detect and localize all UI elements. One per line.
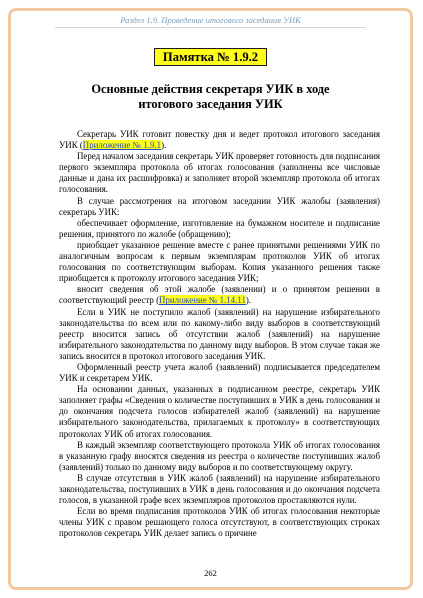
paragraph-6-tail: ). xyxy=(245,295,252,306)
paragraph-2: Перед началом заседания секретарь УИК проверяет готовность для подписания первого экземпляра протокола об итогах голосования (заполнены все числовые данные и дана их расшифровка) и заполняет второй экземпляр протокола об итогах голосования. xyxy=(59,151,380,195)
paragraph-10: В каждый экземпляр соответствующего протокола УИК об итогах голосования в указанную графу вносятся сведения из реестра о количестве поступивших жалоб (заявлений) только по данному виду выборов и по соответствующему округу. xyxy=(59,439,380,472)
paragraph-7: Если в УИК не поступило жалоб (заявлений) на нарушение избирательного законодательства по всем или по какому-либо виду выборов в соответствующий реестр вносится запись об отсутствии жалоб (заявлений) на нарушение избирательного законодательства по данному виду выборов. В этом случае такая же запись вносится в протокол итогового заседания УИК. xyxy=(59,306,380,361)
paragraph-3: В случае рассмотрения на итоговом заседании УИК жалобы (заявления) секретарь УИК: xyxy=(59,195,380,217)
appendix-link-1-9-1[interactable]: Приложение № 1.9.1 xyxy=(82,140,162,151)
paragraph-11: В случае отсутствия в УИК жалоб (заявлений) на нарушение избирательного законодательства, поступивших в УИК в день голосования и до окончания подсчета голосов, в указанной графе всех экземпляров протоколов проставляются нули. xyxy=(59,472,380,506)
paragraph-12: Если во время подписания протоколов УИК об итогах голосования некоторые члены УИК с правом решающего голоса отсутствуют, в соответствующих строках протоколов секретарь УИК делает запись о причине xyxy=(59,506,380,539)
section-heading-line-2: итогового заседания УИК xyxy=(138,97,283,111)
paragraph-6 xyxy=(59,284,380,306)
paragraph-1-text: Секретарь УИК готовит повестку дня и ведет протокол итогового заседания УИК ( xyxy=(59,129,380,151)
page-frame xyxy=(8,8,413,590)
page-number: 262 xyxy=(204,568,217,578)
paragraph-8: Оформленный реестр учета жалоб (заявлений) подписывается председателем УИК и секретарем УИК. xyxy=(59,361,380,384)
memo-title-box xyxy=(11,48,410,66)
paragraph-1-tail: ). xyxy=(161,140,167,151)
section-heading-line-1: Основные действия секретаря УИК в ходе xyxy=(91,82,330,96)
paragraph-9: На основании данных, указанных в подписанном реестре, секретарь УИК заполняет графы «Сведения о количестве поступивших в УИК в день голосования и до окончания подсчета голосов избирателей жалоб (заявлений) на нарушение избирательного законодательства, прилагаемых к протоколу» в соответствующих протоколах УИК об итогах голосования. xyxy=(59,384,380,439)
paragraph-4: обеспечивает оформление, изготовление на бумажном носителе и подписание решения, принятого по жалобе (обращению); xyxy=(59,217,380,239)
section-heading xyxy=(51,82,370,112)
header-divider xyxy=(55,27,366,28)
appendix-link-1-14-11[interactable]: Приложение № 1.14.11 xyxy=(159,295,246,306)
paragraph-5: приобщает указанное решение вместе с ранее принятыми решениями УИК по аналогичным вопросам к первым экземплярам протоколов УИК об итогах голосования по соответствующим выборам. Копия указанного решения также приобщается к протоколу итогового заседания УИК; xyxy=(59,239,380,284)
paragraph-6-text: вносит сведения об этой жалобе (заявлении) и о принятом решении в соответствующий реестр ( xyxy=(59,284,380,306)
running-header: Раздел 1.9. Проведение итогового заседания УИК xyxy=(120,15,301,25)
paragraph-1 xyxy=(59,129,380,151)
body-text xyxy=(59,129,380,539)
memo-title: Памятка № 1.9.2 xyxy=(154,48,267,66)
